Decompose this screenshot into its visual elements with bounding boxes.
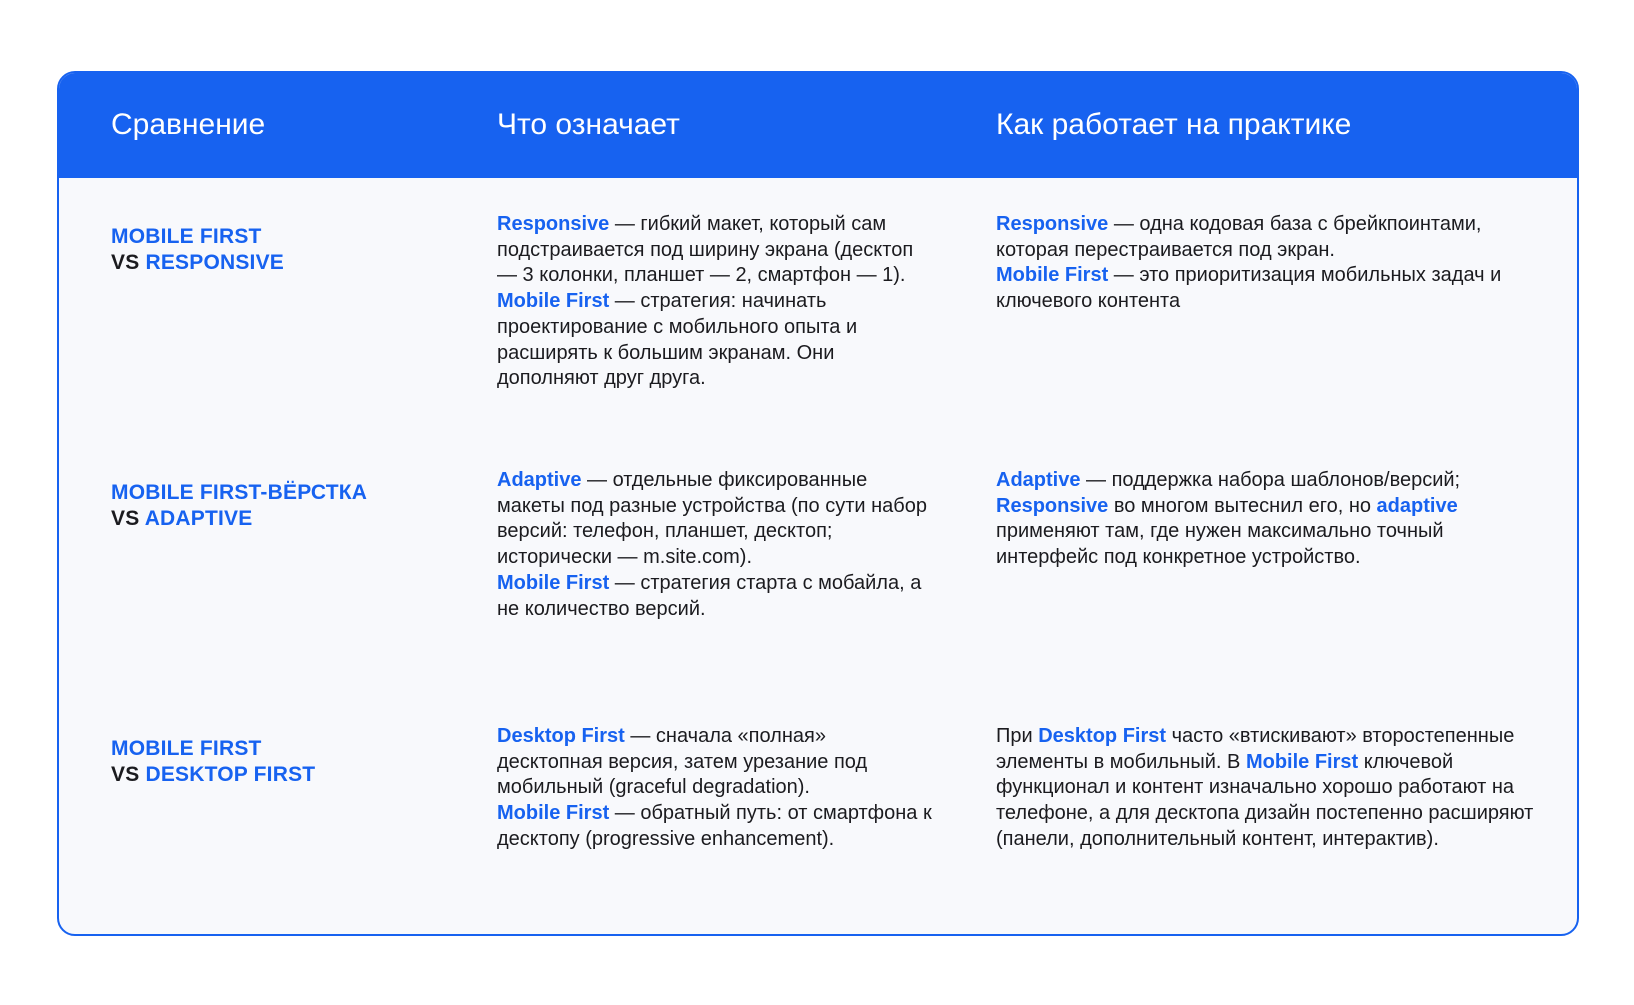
term-highlight: Adaptive xyxy=(996,469,1081,491)
term-highlight: Responsive xyxy=(996,494,1109,517)
header-comparison: Сравнение xyxy=(111,108,266,141)
comparison-label xyxy=(111,224,284,276)
meaning-cell: Responsive — гибкий макет, который сам подстраивается под ширину экрана (десктоп — 3 колонки, планшет — 2, смартфон — 1). Mobile First — стратегия: начинать проектирование с мобильного опыта и расширять к большим экранам. Они дополняют друг друга. xyxy=(497,213,914,390)
practice-cell: Responsive — одна кодовая база с брейкпоинтами, которая перестраивается под экран. Mobile First — это приоритизация мобильных задач и ключевого контента xyxy=(996,213,1502,313)
comparison-vs: VS xyxy=(111,507,140,530)
term-highlight: Responsive xyxy=(996,213,1109,235)
term-highlight: Desktop First xyxy=(497,725,625,747)
comparison-table xyxy=(57,71,1579,936)
practice-cell: Adaptive — поддержка набора шаблонов/версий; Responsive во многом вытеснил его, но adaptive применяют там, где нужен максимально точный интерфейс под конкретное устройство. xyxy=(996,469,1461,569)
comparison-term-a: MOBILE FIRST xyxy=(111,225,262,248)
header-practice: Как работает на практике xyxy=(996,108,1352,141)
practice-cell: При Desktop First часто «втискивают» второстепенные элементы в мобильный. В Mobile First ключевой функционал и контент изначально хорошо работают на телефоне, а для десктопа дизайн постепенно расширяют (панели, дополнительный контент, интерактив). xyxy=(996,725,1534,850)
meaning-cell: Adaptive — отдельные фиксированные макеты под разные устройства (по сути набор версий: телефон, планшет, десктоп; исторически — m.site.com). Mobile First — стратегия старта с мобайла, а не количество версий. xyxy=(497,469,927,620)
term-highlight: Mobile First xyxy=(1245,750,1359,773)
comparison-label xyxy=(111,736,315,788)
term-highlight: Mobile First xyxy=(497,290,610,313)
term-highlight: Mobile First xyxy=(996,264,1109,287)
term-highlight: adaptive xyxy=(1376,494,1458,517)
table-header xyxy=(59,73,1577,178)
meaning-cell: Desktop First — сначала «полная» десктопная версия, затем урезание под мобильный (graceful degradation). Mobile First — обратный путь: от смартфона к десктопу (progressive enhancement). xyxy=(497,725,932,850)
term-highlight: Mobile First xyxy=(497,571,610,594)
comparison-term-b: ADAPTIVE xyxy=(144,507,253,530)
comparison-vs: VS xyxy=(111,763,140,786)
term-highlight: Adaptive xyxy=(497,469,582,491)
comparison-term-b: RESPONSIVE xyxy=(145,251,285,274)
comparison-term-a: MOBILE FIRST-ВЁРСТКА xyxy=(111,481,368,504)
comparison-label xyxy=(111,480,367,532)
comparison-vs: VS xyxy=(111,251,140,274)
header-meaning: Что означает xyxy=(497,108,680,141)
comparison-term-a: MOBILE FIRST xyxy=(111,737,262,760)
term-highlight: Mobile First xyxy=(497,802,610,825)
term-highlight: Responsive xyxy=(497,213,610,235)
comparison-term-b: DESKTOP FIRST xyxy=(145,763,316,786)
term-highlight: Desktop First xyxy=(1038,725,1167,747)
